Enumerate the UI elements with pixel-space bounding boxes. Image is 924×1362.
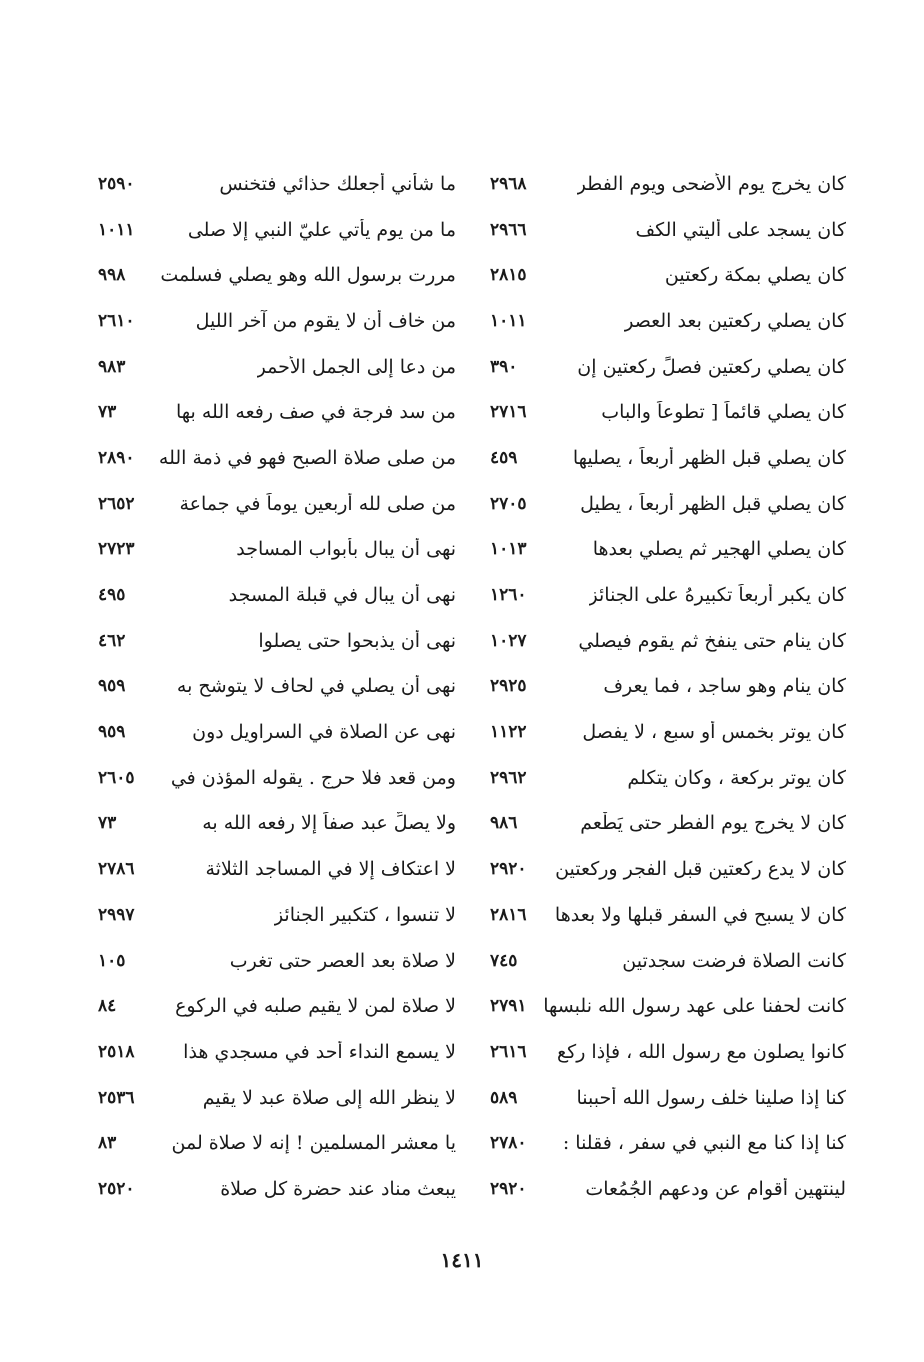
entry-text: نهى أن يذبحوا حتى يصلوا xyxy=(258,629,456,652)
entry-text: كان يوتر بخمس أو سبع ، لا يفصل xyxy=(582,721,846,744)
index-entry xyxy=(98,664,456,710)
index-entry xyxy=(98,983,456,1029)
index-entry xyxy=(490,846,846,892)
index-entry xyxy=(490,1120,846,1166)
entry-number: ٣٩٠ xyxy=(490,356,518,377)
entry-text: لا تنسوا ، كتكبير الجنائز xyxy=(273,903,456,926)
entry-text: كان يخرج يوم الأضحى ويوم الفطر xyxy=(576,172,846,195)
entry-number: ٢٥٢٠ xyxy=(98,1178,135,1199)
entry-number: ٩٩٨ xyxy=(98,265,126,286)
index-entry xyxy=(490,161,846,207)
entry-text: لا صلاة لمن لا يقيم صلبه في الركوع xyxy=(175,995,456,1018)
entry-text: كان يكبر أربعاً تكبيرهُ على الجنائز xyxy=(588,584,846,607)
entry-text: لا اعتكاف إلا في المساجد الثلاثة xyxy=(205,858,456,881)
index-entry xyxy=(490,801,846,847)
entry-number: ١٢٦٠ xyxy=(490,585,527,606)
entry-number: ٢٥١٨ xyxy=(98,1041,135,1062)
index-entry xyxy=(98,572,456,618)
entry-number: ٢٨١٥ xyxy=(490,265,527,286)
entry-number: ٢٩٩٧ xyxy=(98,904,135,925)
index-entry xyxy=(98,755,456,801)
entry-text: لينتهين أقوام عن ودعهم الجُمُعات xyxy=(585,1177,846,1200)
entry-number: ٩٨٣ xyxy=(98,356,126,377)
entry-number: ٤٦٢ xyxy=(98,630,126,651)
entry-text: كان لا يدع ركعتين قبل الفجر وركعتين xyxy=(555,858,846,881)
entry-text: ما شأني أجعلك حذائي فتخنس xyxy=(219,172,456,195)
entry-number: ٢٩٢٠ xyxy=(490,1178,527,1199)
index-entry xyxy=(490,1166,846,1212)
entry-number: ٢٩٢٠ xyxy=(490,859,527,880)
entry-text: كان يوتر بركعة ، وكان يتكلم xyxy=(627,766,846,789)
entry-text: كان يصلي قبل الظهر أربعاً ، يصليها xyxy=(572,446,846,469)
entry-text: نهى أن يبال في قبلة المسجد xyxy=(228,584,456,607)
entry-number: ١٠٥ xyxy=(98,950,126,971)
entry-text: كانوا يصلون مع رسول الله ، فإذا ركع xyxy=(557,1040,846,1063)
entry-text: نهى أن يبال بأبواب المساجد xyxy=(236,538,456,561)
entry-number: ١٠١٣ xyxy=(490,539,527,560)
entry-number: ٧٣ xyxy=(98,813,117,834)
index-entry xyxy=(490,664,846,710)
entry-text: ولا يصلِّ عبد صفاً إلا رفعه الله به xyxy=(202,812,456,835)
index-entry xyxy=(490,755,846,801)
index-entry xyxy=(98,527,456,573)
entry-text: كان يصلي قائماً [ تطوعاً والباب xyxy=(601,401,846,424)
index-entry xyxy=(98,161,456,207)
index-entry xyxy=(490,892,846,938)
entry-text: كنا إذا كنا مع النبي في سفر ، فقلنا : xyxy=(562,1132,846,1155)
entry-number: ٢٧١٦ xyxy=(490,402,527,423)
entry-number: ٢٧٨٠ xyxy=(490,1133,527,1154)
index-entry xyxy=(490,709,846,755)
entry-text: كنا إذا صلينا خلف رسول الله أحببنا xyxy=(576,1086,846,1109)
index-entry xyxy=(490,618,846,664)
index-column-right xyxy=(490,161,846,1212)
entry-number: ٢٧٨٦ xyxy=(98,859,135,880)
index-entry xyxy=(98,1166,456,1212)
index-entry xyxy=(98,892,456,938)
entry-number: ٢٩٦٢ xyxy=(490,767,527,788)
index-entry xyxy=(490,344,846,390)
index-entry xyxy=(490,1029,846,1075)
entry-text: من صلى صلاة الصبح فهو في ذمة الله xyxy=(158,446,456,469)
entry-number: ٢٥٣٦ xyxy=(98,1087,135,1108)
index-entry xyxy=(98,344,456,390)
index-entry xyxy=(490,207,846,253)
index-entry xyxy=(490,435,846,481)
index-entry xyxy=(98,801,456,847)
entry-number: ٢٨٩٠ xyxy=(98,447,135,468)
index-entry xyxy=(98,481,456,527)
entry-text: كان لا يسبح في السفر قبلها ولا بعدها xyxy=(554,903,846,926)
entry-number: ٢٩٢٥ xyxy=(490,676,527,697)
index-entry xyxy=(98,846,456,892)
entry-number: ٢٧٩١ xyxy=(490,996,527,1017)
entry-number: ٢٨١٦ xyxy=(490,904,527,925)
entry-text: كانت الصلاة فرضت سجدتين xyxy=(622,949,846,972)
index-entry xyxy=(98,1120,456,1166)
entry-number: ٢٦١٦ xyxy=(490,1041,527,1062)
entry-text: لا ينظر الله إلى صلاة عبد لا يقيم xyxy=(202,1086,456,1109)
entry-text: لا صلاة بعد العصر حتى تغرب xyxy=(229,949,456,972)
index-entry xyxy=(490,572,846,618)
entry-text: من دعا إلى الجمل الأحمر xyxy=(256,355,456,378)
entry-number: ٩٥٩ xyxy=(98,676,126,697)
entry-number: ٧٤٥ xyxy=(490,950,518,971)
entry-number: ١٠١١ xyxy=(490,310,527,331)
entry-text: كان لا يخرج يوم الفطر حتى يَطْعم xyxy=(580,812,846,835)
entry-number: ٢٦٠٥ xyxy=(98,767,135,788)
entry-text: كان يصلي بمكة ركعتين xyxy=(664,264,846,287)
entry-number: ١١٢٢ xyxy=(490,722,527,743)
entry-number: ٢٦٥٢ xyxy=(98,493,135,514)
index-entry xyxy=(490,298,846,344)
page-number: ١٤١١ xyxy=(440,1248,484,1272)
index-entry xyxy=(98,709,456,755)
entry-text: مررت برسول الله وهو يصلي فسلمت xyxy=(160,264,456,287)
index-entry xyxy=(490,389,846,435)
entry-text: يبعث مناد عند حضرة كل صلاة xyxy=(220,1177,456,1200)
entry-text: من خاف أن لا يقوم من آخر الليل xyxy=(195,309,456,332)
entry-number: ٢٦١٠ xyxy=(98,310,135,331)
entry-number: ٢٧٢٣ xyxy=(98,539,135,560)
index-entry xyxy=(98,938,456,984)
entry-text: يا معشر المسلمين ! إنه لا صلاة لمن xyxy=(171,1132,456,1155)
index-entry xyxy=(98,618,456,664)
index-entry xyxy=(490,527,846,573)
index-entry xyxy=(490,938,846,984)
index-entry xyxy=(98,1075,456,1121)
entry-number: ٤٩٥ xyxy=(98,585,126,606)
entry-text: نهى أن يصلي في لحاف لا يتوشح به xyxy=(176,675,456,698)
entry-text: كان ينام وهو ساجد ، فما يعرف xyxy=(603,675,846,698)
index-entry xyxy=(98,298,456,344)
index-entry xyxy=(490,1075,846,1121)
entry-text: كان يصلي قبل الظهر أربعاً ، يطيل xyxy=(580,492,846,515)
entry-text: ما من يوم يأتي عليّ النبي إلا صلى xyxy=(187,218,456,241)
index-entry xyxy=(98,252,456,298)
entry-number: ٢٥٩٠ xyxy=(98,173,135,194)
entry-number: ٨٤ xyxy=(98,996,117,1017)
entry-text: كان يسجد على أليتي الكف xyxy=(635,218,846,241)
entry-number: ٩٥٩ xyxy=(98,722,126,743)
entry-text: كان يصلي ركعتين بعد العصر xyxy=(624,309,846,332)
entry-text: كان يصلي الهجير ثم يصلي بعدها xyxy=(592,538,846,561)
index-entry xyxy=(490,481,846,527)
entry-text: لا يسمع النداء أحد في مسجدي هذا xyxy=(183,1040,456,1063)
entry-number: ١٠٢٧ xyxy=(490,630,527,651)
index-entry xyxy=(490,252,846,298)
entry-text: ومن قعد فلا حرج . يقوله المؤذن في xyxy=(170,766,456,789)
index-entry xyxy=(98,1029,456,1075)
entry-number: ٨٣ xyxy=(98,1133,117,1154)
entry-number: ٢٧٠٥ xyxy=(490,493,527,514)
index-entry xyxy=(98,207,456,253)
entry-text: من سد فرجة في صف رفعه الله بها xyxy=(175,401,456,424)
index-entry xyxy=(98,389,456,435)
index-column-left xyxy=(98,161,456,1212)
entry-number: ٥٨٩ xyxy=(490,1087,518,1108)
entry-text: من صلى لله أربعين يوماً في جماعة xyxy=(179,492,456,515)
entry-text: كانت لحفنا على عهد رسول الله نلبسها xyxy=(543,995,846,1018)
entry-number: ٧٣ xyxy=(98,402,117,423)
entry-text: كان يصلي ركعتين فصلٍّ ركعتين إن xyxy=(577,355,846,378)
entry-number: ١٠١١ xyxy=(98,219,135,240)
entry-number: ٩٨٦ xyxy=(490,813,518,834)
entry-number: ٤٥٩ xyxy=(490,447,518,468)
entry-text: نهى عن الصلاة في السراويل دون xyxy=(192,721,456,744)
entry-number: ٢٩٦٦ xyxy=(490,219,527,240)
index-entry xyxy=(98,435,456,481)
entry-number: ٢٩٦٨ xyxy=(490,173,527,194)
entry-text: كان ينام حتى ينفخ ثم يقوم فيصلي xyxy=(578,629,846,652)
index-entry xyxy=(490,983,846,1029)
